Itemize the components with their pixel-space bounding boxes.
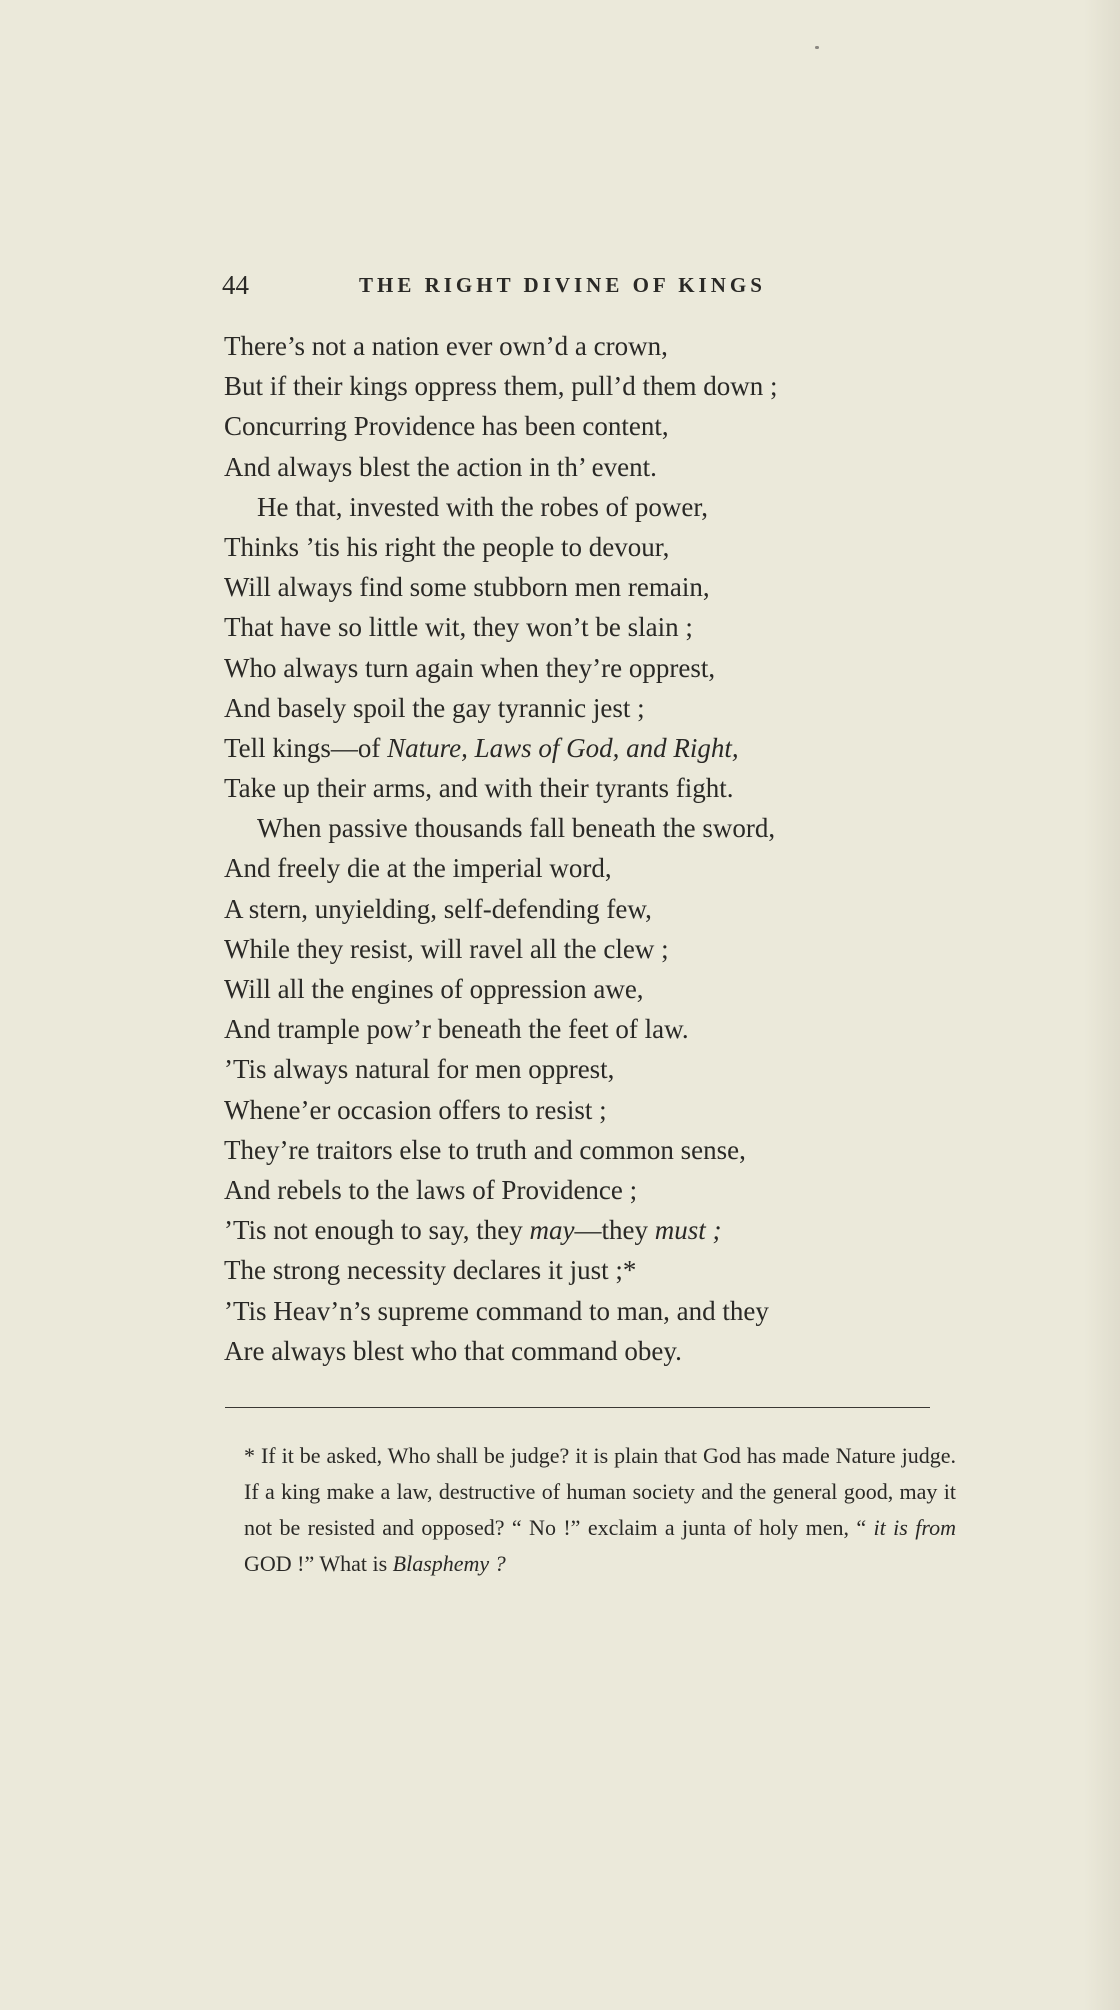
poem-line: And freely die at the imperial word, [224,853,612,884]
poem-line: When passive thousands fall beneath the sword, [257,813,776,844]
poem-line: Concurring Providence has been content, [224,411,669,442]
footnote-rule [225,1407,930,1408]
page-header [222,266,822,304]
poem-line: That have so little wit, they won’t be slain ; [224,612,693,643]
poem-line: While they resist, will ravel all the clew ; [224,933,669,964]
footnote-text: * If it be asked, Who shall be judge? it is plain that God has made Nature judge. If a king make a law, destructive of human society and the general good, may it not be resisted and opposed? “ No !” exclaim a junta of holy men, “ [244,1443,956,1540]
italic-text: may [529,1215,575,1246]
page-edge-shadow [1084,0,1120,2010]
poem-line: ’Tis Heav’n’s supreme command to man, and they [224,1295,769,1326]
poem-line: They’re traitors else to truth and common sense, [224,1134,746,1165]
poem-line: There’s not a nation ever own’d a crown, [224,331,668,361]
page-number: 44 [222,270,249,300]
line-text: Tell kings—of [224,732,388,763]
poem-line: Thinks ’tis his right the people to devour, [224,531,670,562]
line-text: —they [574,1215,655,1246]
poem-line: And rebels to the laws of Providence ; [224,1174,638,1205]
poem-line: Are always blest who that command obey. [224,1335,682,1366]
line-text: ’Tis not enough to say, they [224,1215,530,1246]
running-head: THE RIGHT DIVINE OF KINGS [359,273,766,297]
poem-line: And always blest the action in th’ event. [224,451,657,482]
footnote [222,1438,956,1582]
poem-line [224,728,924,768]
paper-speck [815,46,819,49]
poem-line: Whene’er occasion offers to resist ; [224,1094,607,1125]
poem-line [224,1210,924,1250]
italic-text: must ; [654,1215,722,1246]
footnote-italic: it is from [866,1515,956,1540]
poem-line: And basely spoil the gay tyrannic jest ; [224,692,645,723]
poem-line: ’Tis always natural for men opprest, [224,1054,615,1085]
poem-line: The strong necessity declares it just ;* [224,1255,637,1286]
poem-line: Will always find some stubborn men remain, [224,572,710,603]
footnote-italic: Blasphemy ? [392,1551,506,1576]
poem-line: Take up their arms, and with their tyrants fight. [224,773,734,804]
footnote-text: GOD !” What is [244,1551,393,1576]
poem-body [224,326,924,1371]
italic-text: Nature, Laws of God, and Right, [387,732,739,763]
poem-line: He that, invested with the robes of power, [257,491,709,522]
poem-line: Will all the engines of oppression awe, [224,974,644,1004]
poem-line: And trample pow’r beneath the feet of law. [224,1014,689,1045]
poem-line: A stern, unyielding, self-defending few, [224,893,652,924]
poem-line: Who always turn again when they’re opprest, [224,652,716,683]
poem-line: But if their kings oppress them, pull’d them down ; [224,371,778,402]
